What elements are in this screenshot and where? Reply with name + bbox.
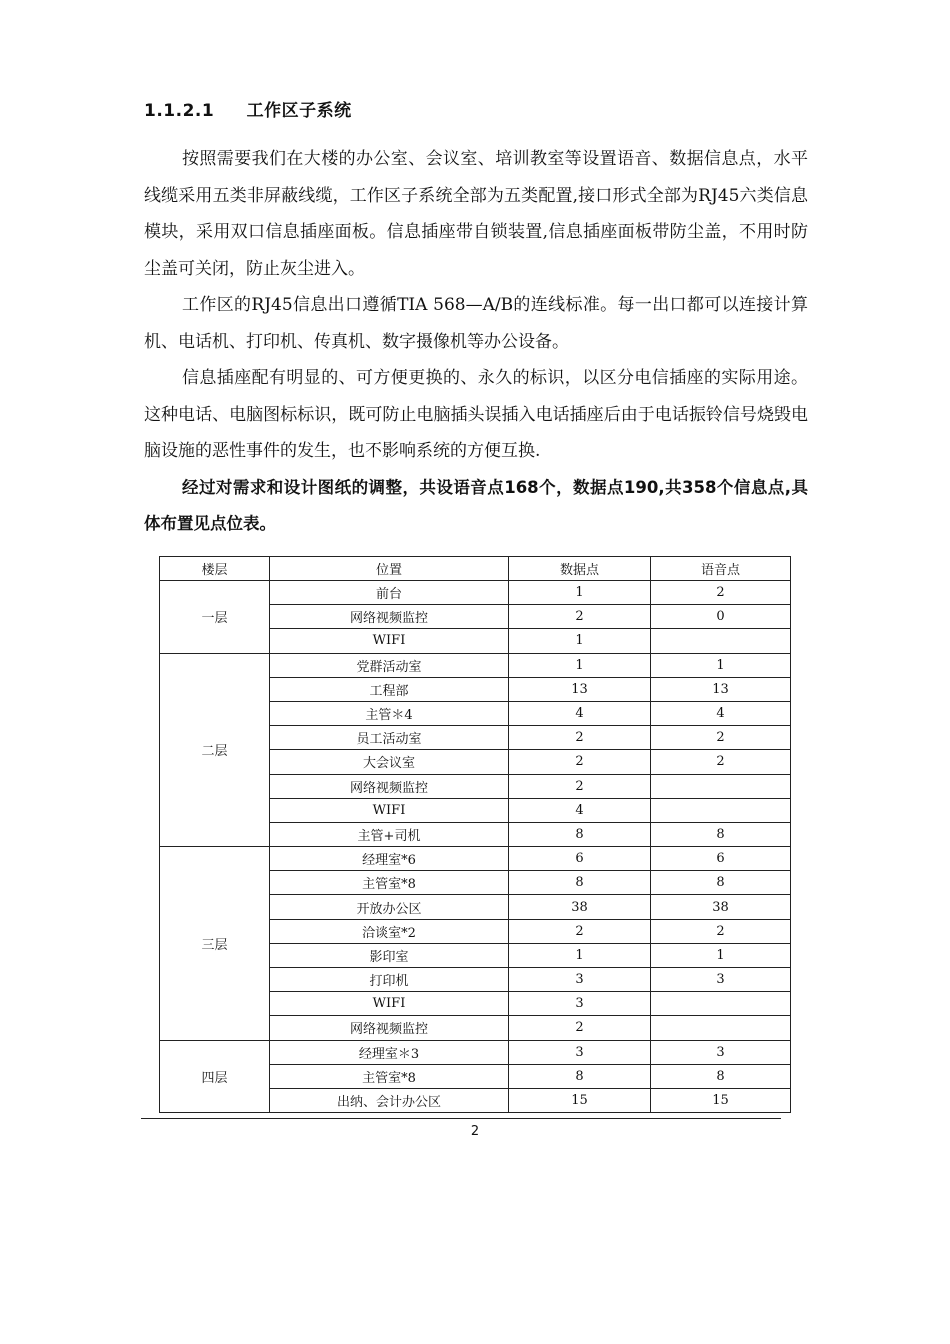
data-points-cell: 8 <box>509 871 651 895</box>
data-points-cell: 4 <box>509 701 651 725</box>
voice-points-cell: 4 <box>651 701 791 725</box>
floor-cell: 三层 <box>160 847 270 1041</box>
section-number: 1.1.2.1 <box>144 101 215 121</box>
data-points-cell: 2 <box>509 605 651 629</box>
data-points-cell: 2 <box>509 919 651 943</box>
location-cell: 主管室*8 <box>270 871 509 895</box>
data-points-cell: 13 <box>509 677 651 701</box>
location-cell: 党群活动室 <box>270 653 509 677</box>
data-points-cell: 3 <box>509 968 651 992</box>
summary-paragraph: 经过对需求和设计图纸的调整，共设语音点168个，数据点190,共358个信息点,具体布置见点位表。 <box>144 477 808 533</box>
location-cell: WIFI <box>270 798 509 822</box>
location-cell: 洽谈室*2 <box>270 919 509 943</box>
footer-divider <box>141 1118 781 1119</box>
data-points-cell: 2 <box>509 774 651 798</box>
voice-points-cell: 1 <box>651 653 791 677</box>
header-data-points: 数据点 <box>509 557 651 581</box>
location-cell: 网络视频监控 <box>270 774 509 798</box>
data-points-cell: 15 <box>509 1088 651 1112</box>
data-points-cell: 1 <box>509 653 651 677</box>
voice-points-cell: 38 <box>651 895 791 919</box>
data-points-cell: 8 <box>509 822 651 846</box>
voice-points-cell: 2 <box>651 919 791 943</box>
location-cell: 开放办公区 <box>270 895 509 919</box>
table-row <box>160 847 791 871</box>
page-number: 2 <box>470 1124 480 1139</box>
voice-points-cell <box>651 992 791 1016</box>
voice-points-cell: 8 <box>651 871 791 895</box>
location-cell: 主管+司机 <box>270 822 509 846</box>
body-text <box>144 141 808 543</box>
location-cell: 大会议室 <box>270 750 509 774</box>
data-points-cell: 2 <box>509 1016 651 1040</box>
location-cell: 网络视频监控 <box>270 1016 509 1040</box>
voice-points-cell: 2 <box>651 581 791 605</box>
data-points-cell: 8 <box>509 1064 651 1088</box>
points-table <box>159 556 791 1113</box>
location-cell: 主管室*8 <box>270 1064 509 1088</box>
voice-points-cell: 8 <box>651 822 791 846</box>
data-points-cell: 1 <box>509 943 651 967</box>
floor-cell: 四层 <box>160 1040 270 1113</box>
location-cell: WIFI <box>270 992 509 1016</box>
voice-points-cell: 8 <box>651 1064 791 1088</box>
location-cell: WIFI <box>270 629 509 653</box>
location-cell: 主管＊4 <box>270 701 509 725</box>
voice-points-cell <box>651 1016 791 1040</box>
location-cell: 工程部 <box>270 677 509 701</box>
data-points-cell: 6 <box>509 847 651 871</box>
voice-points-cell: 3 <box>651 968 791 992</box>
data-points-cell: 38 <box>509 895 651 919</box>
voice-points-cell: 1 <box>651 943 791 967</box>
table-row <box>160 581 791 605</box>
data-points-cell: 1 <box>509 581 651 605</box>
header-floor: 楼层 <box>160 557 270 581</box>
data-points-cell: 3 <box>509 992 651 1016</box>
voice-points-cell: 3 <box>651 1040 791 1064</box>
location-cell: 影印室 <box>270 943 509 967</box>
paragraph: 按照需要我们在大楼的办公室、会议室、培训教室等设置语音、数据信息点，水平线缆采用五类非屏蔽线缆，工作区子系统全部为五类配置,接口形式全部为RJ45六类信息模块，采用双口信息插座面板。信息插座带自锁装置,信息插座面板带防尘盖，不用时防尘盖可关闭，防止灰尘进入。 <box>144 149 808 279</box>
voice-points-cell: 2 <box>651 750 791 774</box>
data-points-cell: 3 <box>509 1040 651 1064</box>
table-body <box>160 581 791 1113</box>
location-cell: 出纳、会计办公区 <box>270 1088 509 1112</box>
table-row <box>160 653 791 677</box>
floor-cell: 一层 <box>160 581 270 654</box>
table-header-row <box>160 557 791 581</box>
voice-points-cell: 2 <box>651 726 791 750</box>
paragraph: 工作区的RJ45信息出口遵循TIA 568—A/B的连线标准。每一出口都可以连接计算机、电话机、打印机、传真机、数字摄像机等办公设备。 <box>144 295 808 352</box>
location-cell: 打印机 <box>270 968 509 992</box>
voice-points-cell: 13 <box>651 677 791 701</box>
voice-points-cell <box>651 774 791 798</box>
floor-cell: 二层 <box>160 653 270 847</box>
paragraph: 信息插座配有明显的、可方便更换的、永久的标识，以区分电信插座的实际用途。这种电话、电脑图标标识，既可防止电脑插头误插入电话插座后由于电话振铃信号烧毁电脑设施的恶性事件的发生，也不影响系统的方便互换. <box>144 368 808 461</box>
header-voice-points: 语音点 <box>651 557 791 581</box>
data-points-cell: 4 <box>509 798 651 822</box>
voice-points-cell <box>651 629 791 653</box>
voice-points-cell <box>651 798 791 822</box>
data-points-cell: 2 <box>509 726 651 750</box>
section-title: 工作区子系统 <box>246 101 352 121</box>
table-row <box>160 1040 791 1064</box>
location-cell: 经理室＊3 <box>270 1040 509 1064</box>
voice-points-cell: 0 <box>651 605 791 629</box>
section-heading <box>144 96 352 121</box>
location-cell: 前台 <box>270 581 509 605</box>
header-location: 位置 <box>270 557 509 581</box>
location-cell: 员工活动室 <box>270 726 509 750</box>
data-points-cell: 1 <box>509 629 651 653</box>
data-points-cell: 2 <box>509 750 651 774</box>
location-cell: 网络视频监控 <box>270 605 509 629</box>
location-cell: 经理室*6 <box>270 847 509 871</box>
voice-points-cell: 6 <box>651 847 791 871</box>
voice-points-cell: 15 <box>651 1088 791 1112</box>
